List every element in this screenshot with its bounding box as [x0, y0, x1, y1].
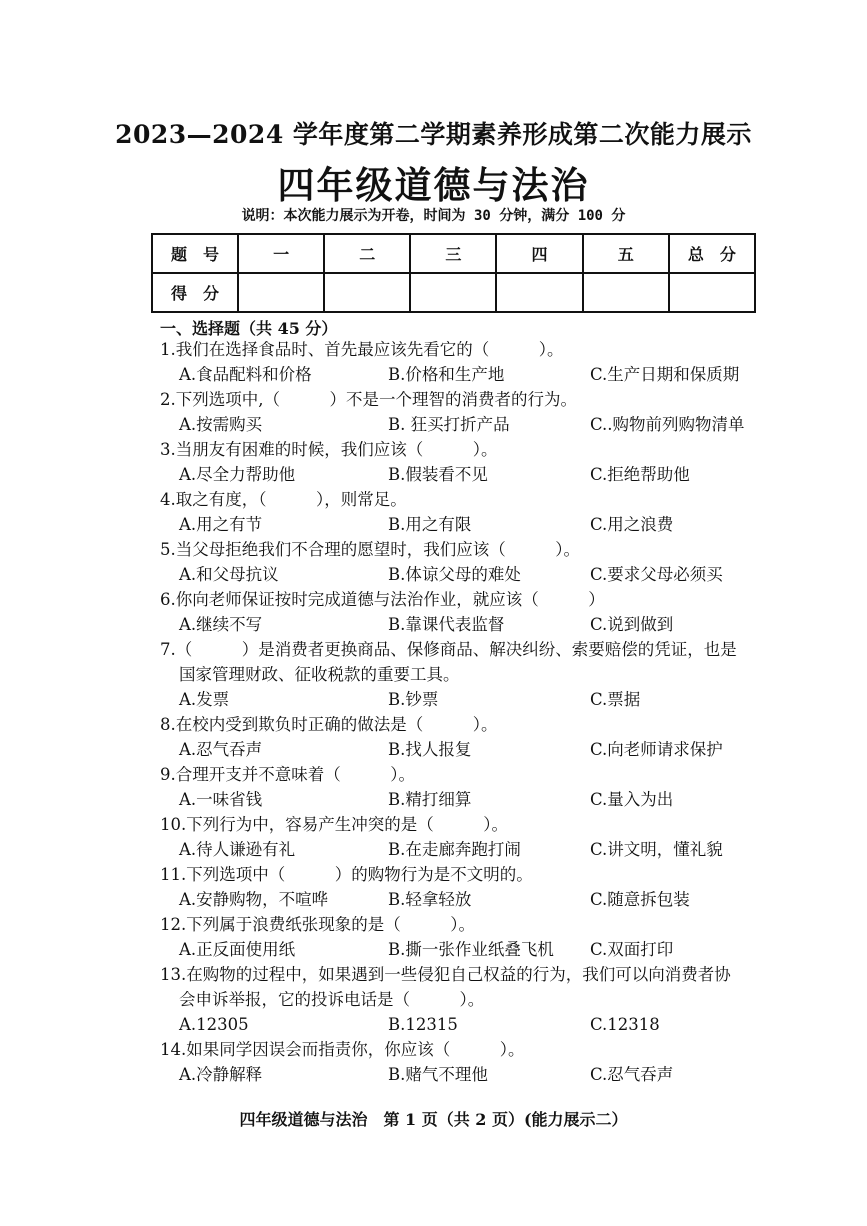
score-cell[interactable]: [496, 273, 582, 312]
option-a: A.发票: [179, 690, 230, 709]
option-b: B. 狂买打折产品: [388, 415, 510, 434]
question-stem: 12.下列属于浪费纸张现象的是（ ）。: [160, 915, 475, 934]
score-cell[interactable]: [583, 273, 669, 312]
option-c: C..购物前列购物清单: [590, 415, 745, 434]
score-table: [151, 233, 756, 313]
question-stem: 14.如果同学因误会而指责你，你应该（ ）。: [160, 1040, 525, 1059]
question-stem: 7.（ ）是消费者更换商品、保修商品、解决纠纷、索要赔偿的凭证，也是: [160, 640, 737, 659]
option-c: C.双面打印: [590, 940, 674, 959]
exam-title-line1: 2023—2024 学年度第二学期素养形成第二次能力展示: [115, 120, 752, 149]
option-c: C.量入为出: [590, 790, 674, 809]
question-stem: 10.下列行为中，容易产生冲突的是（ ）。: [160, 815, 508, 834]
option-b: B.用之有限: [388, 515, 472, 534]
question-stem: 6.你向老师保证按时完成道德与法治作业，就应该（ ）: [160, 590, 605, 609]
question-options: [160, 787, 770, 812]
question-stem: 2.下列选项中,（ ）不是一个理智的消费者的行为。: [160, 390, 577, 409]
question-options: [160, 412, 770, 437]
question-stem: 13.在购物的过程中，如果遇到一些侵犯自己权益的行为，我们可以向消费者协: [160, 965, 731, 984]
score-header-cell: 四: [496, 234, 582, 273]
option-a: A.尽全力帮助他: [179, 465, 296, 484]
option-a: A.安静购物，不喧哗: [179, 890, 329, 909]
option-a: A.一味省钱: [179, 790, 263, 809]
score-table-score-row: [152, 273, 755, 312]
question-stem: 3.当朋友有困难的时候，我们应该（ ）。: [160, 440, 498, 459]
option-a: A.待人谦逊有礼: [179, 840, 296, 859]
option-b: B.找人报复: [388, 740, 472, 759]
exam-title-subject: 四年级道德与法治: [277, 163, 590, 207]
score-header-cell: 一: [238, 234, 324, 273]
score-cell[interactable]: [669, 273, 755, 312]
question-options: [160, 462, 770, 487]
option-b: B.价格和生产地: [388, 365, 505, 384]
question-stem: 1.我们在选择食品时、首先最应该先看它的（ ）。: [160, 340, 564, 359]
score-header-cell: 题 号: [152, 234, 238, 273]
question-stem: 9.合理开支并不意味着（ ）。: [160, 765, 415, 784]
option-a: A.食品配料和价格: [179, 365, 312, 384]
option-a: A.继续不写: [179, 615, 263, 634]
option-a: A.正反面使用纸: [179, 940, 296, 959]
option-c: C.说到做到: [590, 615, 674, 634]
option-c: C.忍气吞声: [590, 1065, 674, 1084]
question-options: [160, 562, 770, 587]
question-options: [160, 612, 770, 637]
option-b: B.精打细算: [388, 790, 472, 809]
question-options: [160, 1012, 770, 1037]
question-options: [160, 837, 770, 862]
option-b: B.撕一张作业纸叠飞机: [388, 940, 554, 959]
question-stem: 8.在校内受到欺负时正确的做法是（ ）。: [160, 715, 498, 734]
question-stem: 11.下列选项中（ ）的购物行为是不文明的。: [160, 865, 533, 884]
question-options: [160, 737, 770, 762]
question-stem-continued: 国家管理财政、征收税款的重要工具。: [179, 665, 460, 684]
option-c: C.票据: [590, 690, 641, 709]
option-b: B.赌气不理他: [388, 1065, 488, 1084]
option-c: C.生产日期和保质期: [590, 365, 740, 384]
option-c: C.讲文明，懂礼貌: [590, 840, 723, 859]
option-c: C.要求父母必须买: [590, 565, 723, 584]
option-a: A.12305: [179, 1015, 249, 1034]
option-b: B.在走廊奔跑打闹: [388, 840, 521, 859]
score-cell[interactable]: [324, 273, 410, 312]
option-b: B.12315: [388, 1015, 458, 1034]
question-stem: 5.当父母拒绝我们不合理的愿望时，我们应该（ ）。: [160, 540, 580, 559]
score-cell[interactable]: [410, 273, 496, 312]
option-c: C.12318: [590, 1015, 660, 1034]
question-options: [160, 512, 770, 537]
option-c: C.向老师请求保护: [590, 740, 723, 759]
score-header-cell: 五: [583, 234, 669, 273]
option-c: C.拒绝帮助他: [590, 465, 690, 484]
section-heading: 一、选择题（共 45 分）: [160, 319, 338, 338]
option-c: C.随意拆包装: [590, 890, 690, 909]
option-c: C.用之浪费: [590, 515, 674, 534]
option-a: A.忍气吞声: [179, 740, 263, 759]
question-options: [160, 887, 770, 912]
score-row-label: 得 分: [152, 273, 238, 312]
score-header-cell: 三: [410, 234, 496, 273]
option-b: B.体谅父母的难处: [388, 565, 521, 584]
page-footer: 四年级道德与法治 第 1 页（共 2 页）(能力展示二）: [239, 1110, 628, 1129]
question-options: [160, 362, 770, 387]
question-stem: 4.取之有度，（ ），则常足。: [160, 490, 407, 509]
question-options: [160, 1062, 770, 1087]
option-a: A.冷静解释: [179, 1065, 263, 1084]
question-options: [160, 937, 770, 962]
option-a: A.用之有节: [179, 515, 263, 534]
score-header-cell: 二: [324, 234, 410, 273]
option-b: B.靠课代表监督: [388, 615, 505, 634]
option-b: B.钞票: [388, 690, 439, 709]
exam-instructions: 说明：本次能力展示为开卷，时间为 30 分钟，满分 100 分: [241, 208, 626, 224]
option-a: A.按需购买: [179, 415, 263, 434]
option-b: B.轻拿轻放: [388, 890, 472, 909]
score-header-cell: 总 分: [669, 234, 755, 273]
question-stem-continued: 会申诉举报，它的投诉电话是（ ）。: [179, 990, 485, 1009]
question-options: [160, 687, 770, 712]
question-list: [160, 337, 770, 1087]
option-b: B.假装看不见: [388, 465, 488, 484]
score-table-header-row: [152, 234, 755, 273]
option-a: A.和父母抗议: [179, 565, 279, 584]
score-cell[interactable]: [238, 273, 324, 312]
